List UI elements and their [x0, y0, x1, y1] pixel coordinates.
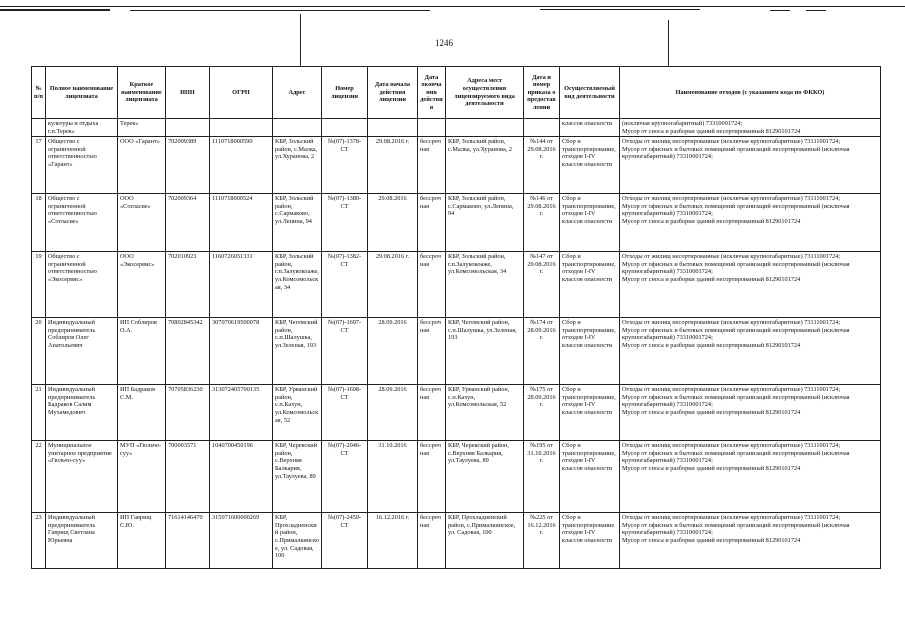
cell-address: КБР, Черекский район, с.Верхняя Балкария, ул.Таулуева, 89 [273, 441, 322, 513]
cell-ogrn: 1110718000524 [210, 194, 273, 252]
header-ogrn: ОГРН [210, 67, 273, 119]
cell-num: 19 [32, 252, 46, 318]
cell-activity: классов опасности [560, 119, 620, 137]
cell-waste: Отходы от жилищ несортированные (исключая крупногабаритные) 73111001724; Мусор от офисных и бытовых помещений организаций несортированный (исключая крупногабаритный) 73310001724; Мусор от сноса и разборки зданий несортированный 81290101724 [620, 318, 881, 385]
cell-num: 20 [32, 318, 46, 385]
table-row [32, 441, 881, 513]
cell-inn: 71614146470 [166, 513, 210, 569]
scan-edge-line [540, 9, 700, 10]
cell-activity: Сбор и транспортирование, отходов I-IV классов опасности [560, 194, 620, 252]
cell-start-date: 28.09.2016 [368, 385, 418, 441]
cell-places: КБР, Прохладненский район, с.Прималкинское, ул. Садовая, 100 [446, 513, 524, 569]
cell-end-date: бессрочная [418, 385, 446, 441]
cell-start-date: 31.10.2016 [368, 441, 418, 513]
header-start-date: Дата начала действия лицензии [368, 67, 418, 119]
header-activity: Осуществляемый вид деятельности [560, 67, 620, 119]
cell-address: КБР, Прохладненский район, с.Прималкинское, ул. Садовая, 100 [273, 513, 322, 569]
cell-inn: 70802845342 [166, 318, 210, 385]
cell-inn: 702009389 [166, 137, 210, 194]
header-waste: Наименование отходов (с указанием кода по ФККО) [620, 67, 881, 119]
cell-waste: (исключая крупногабаритный) 73310001724; Мусор от сноса и разборки зданий несортированный 81290101724 [620, 119, 881, 137]
license-registry-table [31, 66, 881, 569]
header-order: Дата и номер приказа о предоставлении [524, 67, 560, 119]
cell-start-date: 29.08.2016 [368, 194, 418, 252]
table-row [32, 252, 881, 318]
cell-num: 22 [32, 441, 46, 513]
cell-license-no: №(07)-2459-СТ [322, 513, 368, 569]
cell-full-name: Муниципальное унитарное предприятие «Гюльчо-суу» [46, 441, 118, 513]
cell-ogrn: 1040700450196 [210, 441, 273, 513]
cell-end-date: бессрочная [418, 194, 446, 252]
header-short-name: Краткое наименование лицензиата [118, 67, 166, 119]
cell-activity: Сбор и транспортирование, отходов I-IV классов опасности [560, 252, 620, 318]
cell-end-date: бессрочная [418, 252, 446, 318]
cell-short-name: ООО «Согласие» [118, 194, 166, 252]
cell-short-name: ООО «Экосервис» [118, 252, 166, 318]
cell-end-date: бессрочная [418, 513, 446, 569]
table-row [32, 318, 881, 385]
cell-full-name: Общество с ограниченной ответственностью «Экосервис» [46, 252, 118, 318]
header-inn: ИНН [166, 67, 210, 119]
cell-end-date: бессрочная [418, 318, 446, 385]
cell-full-name: Индивидуальный предприниматель Гаврищ Светлана Юрьевна [46, 513, 118, 569]
cell-license-no: №(07)-1380-СТ [322, 194, 368, 252]
scan-edge-line [806, 10, 826, 11]
cell-num: 21 [32, 385, 46, 441]
cell-places: КБР, Чегемский район, с.п.Шалушка, ул.Зеленая, 193 [446, 318, 524, 385]
cell-license-no: №(07)-1698-СТ [322, 385, 368, 441]
cell-activity: Сбор и транспортирование, отходов I-IV классов опасности [560, 441, 620, 513]
cell-short-name: ИП Бадраков С.М. [118, 385, 166, 441]
cell-address: КБР, Зольский район, с.Малка, ул.Хуранова, 2 [273, 137, 322, 194]
header-full-name: Полное наименование лицензиата [46, 67, 118, 119]
scan-edge-line [0, 6, 905, 7]
cell-places: КБР, Зольский район, г.п.Залукокоаже, ул.Комсомольская, 34 [446, 252, 524, 318]
cell-activity: Сбор и транспортирование, отходов I-IV классов опасности [560, 318, 620, 385]
cell-num: 17 [32, 137, 46, 194]
cell-ogrn: 315071600000269 [210, 513, 273, 569]
page-number: 1246 [435, 38, 453, 48]
cell-ogrn: 307070619500078 [210, 318, 273, 385]
cell-inn: 702009364 [166, 194, 210, 252]
cell-num: 18 [32, 194, 46, 252]
cell-places: КБР, Зольский район, с.Сармаково, ул.Ленина, 94 [446, 194, 524, 252]
table-row [32, 385, 881, 441]
cell-license-no: №(07)-1382-СТ [322, 252, 368, 318]
cell-license-no: №(07)-1697-СТ [322, 318, 368, 385]
cell-short-name: ИП Соблиров О.А. [118, 318, 166, 385]
cell-inn: 70705836230 [166, 385, 210, 441]
cell-order: №147 от 29.08.2016 г. [524, 252, 560, 318]
cell-order: №225 от 16.12.2016 г. [524, 513, 560, 569]
cell-start-date: 16.12.2016 г. [368, 513, 418, 569]
cell-address: КБР, Чегемский район, с.п.Шалушка, ул.Зеленая, 193 [273, 318, 322, 385]
scan-edge-line [0, 9, 110, 11]
header-places: Адреса мест осуществления лицензируемого вида деятельности [446, 67, 524, 119]
continuation-row [32, 119, 881, 137]
cell-short-name: Терек» [118, 119, 166, 137]
cell-order: №146 от 29.08.2016 г. [524, 194, 560, 252]
cell-order: №174 от 28.09.2016 г. [524, 318, 560, 385]
cell-waste: Отходы от жилищ несортированные (исключая крупногабаритные) 73111001724; Мусор от офисных и бытовых помещений организаций несортированный (исключая крупногабаритный) 73310001724; Мусор от сноса и разборки зданий несортированный 81290101724 [620, 385, 881, 441]
cell-order: №195 от 31.10.2016 г. [524, 441, 560, 513]
cell-order: №144 от 29.08.2016 г. [524, 137, 560, 194]
cell-ogrn: 1160726051331 [210, 252, 273, 318]
cell-end-date: бессрочная [418, 137, 446, 194]
cell-address: КБР, Зольский район, г.п.Залукокоаже, ул.Комсомольская, 34 [273, 252, 322, 318]
cell-activity: Сбор и транспортирование, отходов I-IV классов опасности [560, 385, 620, 441]
cell-waste: Отходы от жилищ несортированные (исключая крупногабаритные) 73111001724; Мусор от офисных и бытовых помещений организаций несортированный (исключая крупногабаритный) 73310001724; Мусор от сноса и разборки зданий несортированный 81290101724 [620, 252, 881, 318]
scan-fold-line [668, 20, 669, 66]
cell-activity: Сбор и транспортирование, отходов I-IV классов опасности [560, 137, 620, 194]
cell-short-name: ООО «Гарант» [118, 137, 166, 194]
cell-full-name: Общество с ограниченной ответственностью «Согласие» [46, 194, 118, 252]
cell-num: 23 [32, 513, 46, 569]
cell-places: КБР, Зольский район, с.Малка, ул.Хуранова, 2 [446, 137, 524, 194]
cell-full-name: Индивидуальный предприниматель Бадраков Салим Мухамедович [46, 385, 118, 441]
cell-ogrn: 1110718000590 [210, 137, 273, 194]
cell-short-name: МУП «Гюльчо-суу» [118, 441, 166, 513]
cell-address: КБР, Зольский район, с.Сармаково, ул.Ленина, 94 [273, 194, 322, 252]
table-header-row [32, 67, 881, 119]
header-end-date: Дата окончания действия [418, 67, 446, 119]
cell-short-name: ИП Гаврищ С.Ю. [118, 513, 166, 569]
cell-waste: Отходы от жилищ несортированные (исключая крупногабаритные) 73111001724; Мусор от офисных и бытовых помещений организаций несортированный (исключая крупногабаритный) 73310001724; Мусор от сноса и разборки зданий несортированный 81290101724 [620, 194, 881, 252]
table-row [32, 513, 881, 569]
cell-full-name: Индивидуальный предприниматель Соблиров Олег Анатольевич [46, 318, 118, 385]
table-row [32, 137, 881, 194]
cell-license-no: №(07)-2046-СТ [322, 441, 368, 513]
cell-inn: 700003571 [166, 441, 210, 513]
cell-waste: Отходы от жилищ несортированные (исключая крупногабаритные) 73111001724; Мусор от офисных и бытовых помещений организаций несортированный (исключая крупногабаритный) 73310001724; Мусор от сноса и разборки зданий несортированный 81290101724 [620, 441, 881, 513]
scan-edge-line [770, 10, 790, 11]
cell-waste: Отходы от жилищ несортированные (исключая крупногабаритные) 73111001724; Мусор от офисных и бытовых помещений организаций несортированный (исключая крупногабаритный) 73310001724; [620, 137, 881, 194]
cell-activity: Сбор и транспортирование отходов I-IV классов опасности [560, 513, 620, 569]
cell-end-date: бессрочная [418, 441, 446, 513]
cell-license-no: №(07)-1378-СТ [322, 137, 368, 194]
cell-inn: 702010923 [166, 252, 210, 318]
cell-order: №175 от 28.09.2016 г. [524, 385, 560, 441]
table-row [32, 194, 881, 252]
cell-full-name: Общество с ограниченной ответственностью «Гарант» [46, 137, 118, 194]
cell-start-date: 29.08.2016 г. [368, 137, 418, 194]
cell-places: КБР, Черекский район, с.Верхняя Балкария, ул.Таулуева, 89 [446, 441, 524, 513]
cell-start-date: 29.08.2016 г. [368, 252, 418, 318]
cell-start-date: 28.09.2016 [368, 318, 418, 385]
header-num: №п/п [32, 67, 46, 119]
cell-address: КБР, Урванский район, с.п.Кахун, ул.Комсомольская, 52 [273, 385, 322, 441]
cell-ogrn: 313072405700135 [210, 385, 273, 441]
cell-places: КБР, Урванский район, с.п.Кахун, ул.Комсомольская, 52 [446, 385, 524, 441]
scan-edge-line [130, 10, 430, 11]
cell-full-name: культуры и отдыха г.п.Терек» [46, 119, 118, 137]
header-license-no: Номер лицензии [322, 67, 368, 119]
header-address: Адрес [273, 67, 322, 119]
cell-waste: Отходы от жилищ несортированные (исключая крупногабаритные) 73111001724; Мусор от офисных и бытовых помещений организаций несортированный (исключая крупногабаритный) 73310001724; Мусор от сноса и разборки зданий несортированный 81290101724 [620, 513, 881, 569]
scan-fold-line [300, 14, 301, 66]
